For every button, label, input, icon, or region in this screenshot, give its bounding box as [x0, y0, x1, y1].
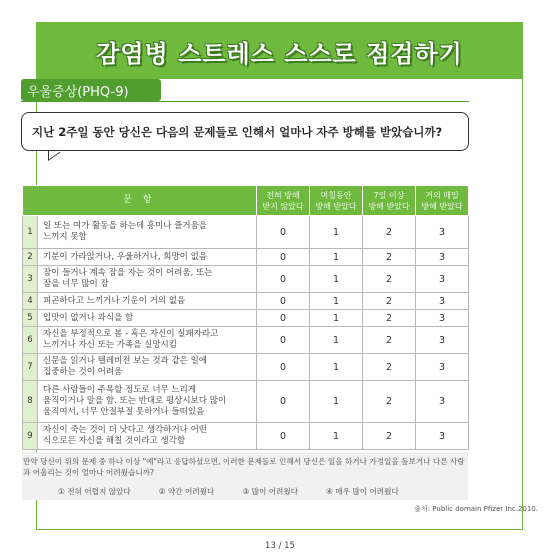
row-number: 8	[23, 381, 38, 423]
score-cell[interactable]: 3	[416, 249, 469, 266]
row-number: 2	[23, 249, 38, 266]
row-text: 입맛이 없거나 과식을 함	[38, 310, 257, 327]
score-cell[interactable]: 1	[310, 310, 363, 327]
score-cell[interactable]: 1	[310, 249, 363, 266]
score-cell[interactable]: 2	[363, 381, 416, 423]
score-cell[interactable]: 3	[416, 216, 469, 249]
section-tag: 우울증상(PHQ-9)	[21, 79, 161, 101]
score-cell[interactable]: 3	[416, 354, 469, 381]
score-cell[interactable]: 2	[363, 249, 416, 266]
table-row	[23, 216, 469, 249]
header-frequency-3: 7일 이상 방해 받았다	[363, 186, 416, 216]
row-number: 7	[23, 354, 38, 381]
row-number: 3	[23, 266, 38, 293]
answer-option[interactable]: ② 약간 어려웠다	[158, 487, 215, 496]
page-number: 13 / 15	[265, 541, 295, 551]
table-row	[23, 310, 469, 327]
score-cell[interactable]: 2	[363, 310, 416, 327]
row-number: 5	[23, 310, 38, 327]
score-cell[interactable]: 3	[416, 381, 469, 423]
table-row	[23, 423, 469, 450]
question-bubble	[21, 112, 469, 151]
header-frequency-4: 거의 매일 방해 받았다	[416, 186, 469, 216]
score-cell[interactable]: 0	[257, 249, 310, 266]
score-cell[interactable]: 3	[416, 293, 469, 310]
answer-option[interactable]: ④ 매우 많이 어려웠다	[326, 487, 399, 496]
phq9-table-wrapper	[22, 185, 468, 450]
title-bar	[37, 23, 522, 79]
score-cell[interactable]: 2	[363, 354, 416, 381]
table-header-row	[23, 186, 469, 216]
table-row	[23, 354, 469, 381]
score-cell[interactable]: 1	[310, 381, 363, 423]
table-body	[23, 216, 469, 450]
row-number: 9	[23, 423, 38, 450]
score-cell[interactable]: 0	[257, 293, 310, 310]
score-cell[interactable]: 1	[310, 327, 363, 354]
header-frequency-2: 며칠동안 방해 받았다	[310, 186, 363, 216]
score-cell[interactable]: 2	[363, 423, 416, 450]
row-text: 잠이 들거나 계속 잠을 자는 것이 어려움, 또는 잠을 너무 많이 잠	[38, 266, 257, 293]
score-cell[interactable]: 1	[310, 354, 363, 381]
phq9-table	[22, 185, 469, 450]
score-cell[interactable]: 3	[416, 423, 469, 450]
score-cell[interactable]: 1	[310, 216, 363, 249]
section-divider	[21, 101, 469, 102]
row-number: 6	[23, 327, 38, 354]
table-row	[23, 293, 469, 310]
header-item: 문 항	[23, 186, 257, 216]
score-cell[interactable]: 1	[310, 423, 363, 450]
score-cell[interactable]: 2	[363, 293, 416, 310]
row-text: 자신을 부정적으로 봄 - 혹은 자신이 실패자라고 느끼거나 자신 또는 가족을 실망시킴	[38, 327, 257, 354]
row-text: 자신이 죽는 것이 더 낫다고 생각하거나 어떤 식으로든 자신을 해칠 것이라고 생각함	[38, 423, 257, 450]
score-cell[interactable]: 3	[416, 310, 469, 327]
row-text: 기분이 가라앉거나, 우울하거나, 희망이 없음	[38, 249, 257, 266]
row-number: 1	[23, 216, 38, 249]
score-cell[interactable]: 1	[310, 266, 363, 293]
table-row	[23, 249, 469, 266]
score-cell[interactable]: 3	[416, 327, 469, 354]
follow-up-question: 만약 당신이 위의 문제 중 하나 이상 "예"라고 응답하셨으면, 이러한 문제들로 인해서 당신은 일을 하거나 가정일을 돌보거나 다른 사람과 어울리는 것이 얼마나 어려웠습니까?	[23, 457, 465, 477]
table-row	[23, 266, 469, 293]
score-cell[interactable]: 0	[257, 216, 310, 249]
header-frequency-1: 전혀 방해 받지 않았다	[257, 186, 310, 216]
answer-option[interactable]: ① 전혀 어렵지 않았다	[58, 487, 131, 496]
score-cell[interactable]: 2	[363, 216, 416, 249]
score-cell[interactable]: 0	[257, 354, 310, 381]
score-cell[interactable]: 0	[257, 310, 310, 327]
row-text: 다른 사람들이 주목할 정도로 너무 느리게 움직이거나 말을 함. 또는 반대로 평상시보다 많이 움직여서, 너무 안절부절 못하거나 들떠있음	[38, 381, 257, 423]
source-citation: 출처: Public domain Pfizer Inc.2010.	[414, 505, 538, 513]
answer-options	[58, 486, 478, 497]
score-cell[interactable]: 3	[416, 266, 469, 293]
score-cell[interactable]: 0	[257, 423, 310, 450]
row-text: 일 또는 여가 활동을 하는데 흥미나 즐거움을 느끼지 못함	[38, 216, 257, 249]
score-cell[interactable]: 0	[257, 266, 310, 293]
score-cell[interactable]: 2	[363, 327, 416, 354]
score-cell[interactable]: 0	[257, 381, 310, 423]
row-number: 4	[23, 293, 38, 310]
table-row	[23, 381, 469, 423]
page-title: 감염병 스트레스 스스로 점검하기	[96, 39, 463, 68]
score-cell[interactable]: 2	[363, 266, 416, 293]
row-text: 신문을 읽거나 텔레비전 보는 것과 같은 일에 집중하는 것이 어려움	[38, 354, 257, 381]
score-cell[interactable]: 1	[310, 293, 363, 310]
table-row	[23, 327, 469, 354]
question-text: 지난 2주일 동안 당신은 다음의 문제들로 인해서 얼마나 자주 방해를 받았습니까?	[32, 124, 443, 139]
row-text: 피곤하다고 느끼거나 기운이 거의 없음	[38, 293, 257, 310]
answer-option[interactable]: ③ 많이 어려웠다	[242, 487, 299, 496]
score-cell[interactable]: 0	[257, 327, 310, 354]
